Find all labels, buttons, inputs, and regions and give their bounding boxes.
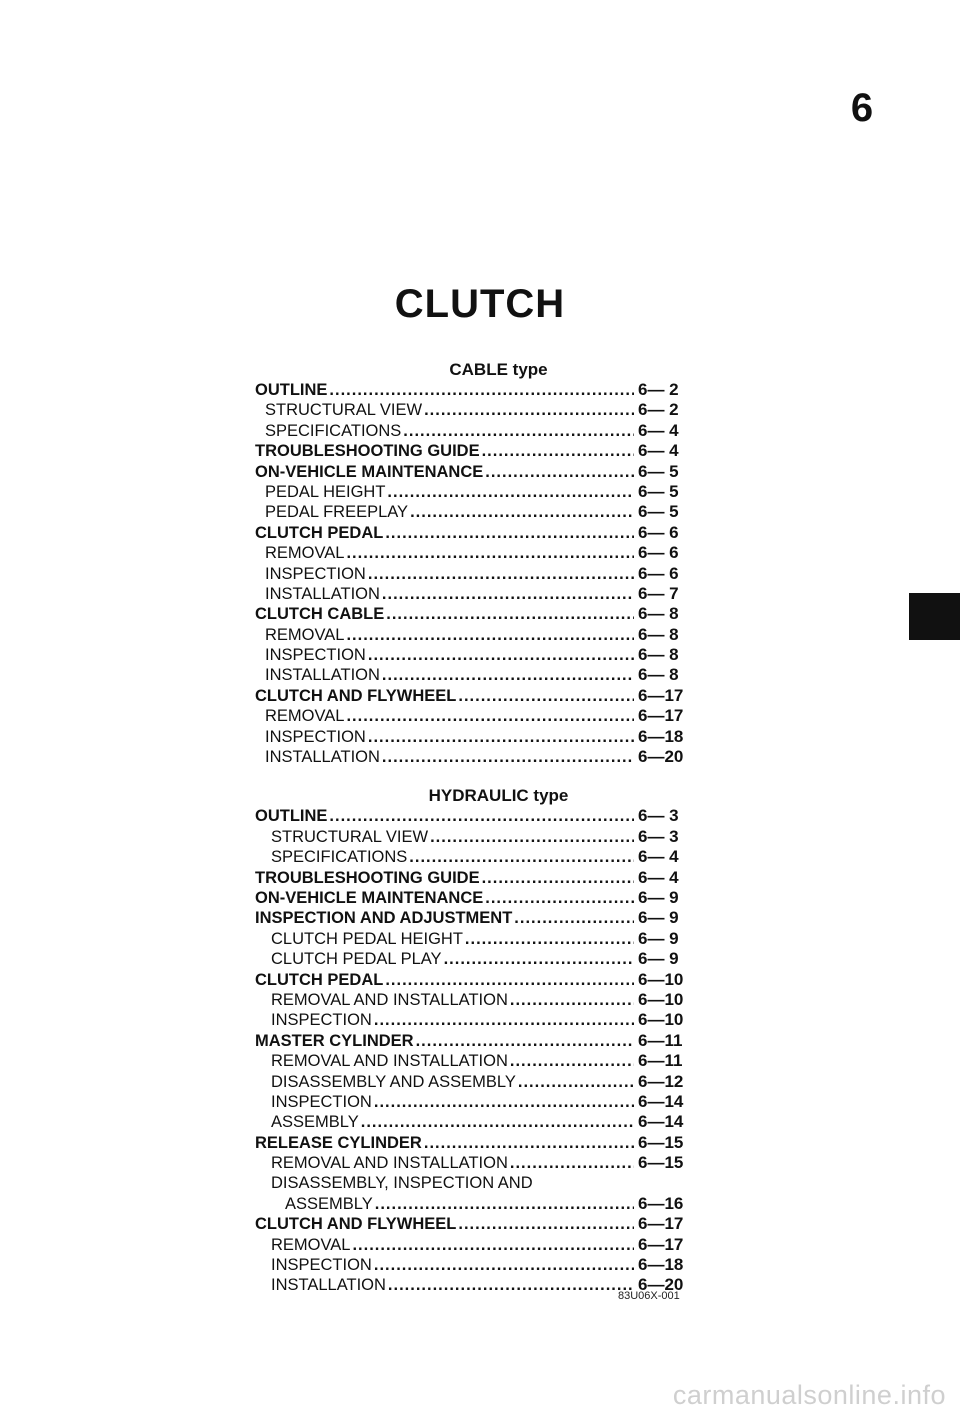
section-heading-hydraulic: HYDRAULIC type (428, 786, 569, 806)
toc-entry-label: INSTALLATION (265, 748, 380, 767)
toc-entry[interactable] (255, 888, 700, 908)
toc-leader-dots (346, 543, 634, 563)
toc-entry[interactable] (255, 665, 700, 685)
toc-leader-dots (374, 1092, 634, 1112)
toc-entry-page: 6—18 (638, 1255, 684, 1275)
toc-entry-page: 6— 9 (638, 949, 679, 969)
toc-leader-dots (346, 706, 634, 726)
toc-entry-label: INSPECTION (265, 646, 366, 665)
toc-entry-page: 6—12 (638, 1071, 684, 1091)
toc-entry-page: 6— 5 (638, 481, 679, 501)
toc-leader-dots (385, 523, 634, 543)
toc-leader-dots (518, 1072, 634, 1092)
toc-entry[interactable] (255, 1112, 700, 1132)
toc-entry-page: 6—10 (638, 1010, 684, 1030)
toc-entry-label: CLUTCH CABLE (255, 605, 385, 624)
toc-leader-dots (510, 1051, 634, 1071)
toc-entry-page: 6— 4 (638, 847, 679, 867)
toc-entry-label: CLUTCH PEDAL PLAY (271, 950, 442, 969)
toc-entry[interactable] (255, 1010, 700, 1030)
toc-entry[interactable] (255, 1235, 700, 1255)
toc-entry-page: 6— 8 (638, 645, 679, 665)
toc-entry[interactable] (255, 706, 700, 726)
toc-entry[interactable] (255, 868, 700, 888)
toc-leader-dots (382, 665, 634, 685)
toc-leader-dots (368, 727, 634, 747)
toc-leader-dots (374, 1255, 634, 1275)
toc-entry-page: 6— 5 (638, 502, 679, 522)
toc-entry-page: 6—14 (638, 1091, 684, 1111)
toc-entry-page: 6—10 (638, 969, 684, 989)
toc-entry[interactable] (255, 970, 700, 990)
toc-entry-label: CLUTCH PEDAL (255, 523, 384, 542)
toc-entry-label: INSTALLATION (265, 666, 380, 685)
toc-entry-page: 6—11 (638, 1030, 683, 1050)
document-code: 83U06X-001 (618, 1290, 680, 1302)
toc-entry-label: DISASSEMBLY AND ASSEMBLY (271, 1072, 516, 1091)
toc-entry-label: CLUTCH PEDAL (255, 970, 384, 989)
toc-entry-label: CLUTCH PEDAL HEIGHT (271, 929, 463, 948)
toc-entry[interactable] (255, 1092, 700, 1112)
toc-leader-dots (368, 645, 634, 665)
toc-entry[interactable] (255, 1194, 700, 1214)
chapter-thumb-tab (909, 593, 960, 640)
toc-entry-page: 6— 6 (638, 522, 679, 542)
toc-leader-dots (482, 868, 634, 888)
toc-entry-label: CLUTCH AND FLYWHEEL (255, 686, 457, 705)
toc-entry-label: ON-VEHICLE MAINTENANCE (255, 462, 484, 481)
toc-entry-page: 6— 7 (638, 583, 679, 603)
toc-entry-label: SPECIFICATIONS (265, 421, 402, 440)
toc-entry-label: INSTALLATION (271, 1276, 386, 1295)
toc-entry-label: SPECIFICATIONS (271, 848, 408, 867)
toc-entry[interactable] (255, 604, 700, 624)
toc-entry-label: REMOVAL (271, 1235, 351, 1254)
toc-entry-page: 6—17 (638, 1234, 684, 1254)
toc-entry-label: TROUBLESHOOTING GUIDE (255, 442, 480, 461)
toc-entry-label: INSPECTION (271, 1011, 372, 1030)
toc-entry-label: DISASSEMBLY, INSPECTION AND (271, 1174, 533, 1193)
toc-entry-page: 6— 6 (638, 543, 679, 563)
toc-entry-page: 6—17 (638, 685, 684, 705)
toc-leader-dots (444, 949, 634, 969)
toc-entry[interactable] (255, 727, 700, 747)
toc-entry[interactable] (255, 400, 700, 420)
toc-entry-label: ASSEMBLY (271, 1113, 359, 1132)
toc-entry[interactable] (255, 686, 700, 706)
toc-entry[interactable] (255, 482, 700, 502)
toc-leader-dots (386, 604, 634, 624)
toc-entry[interactable] (255, 929, 700, 949)
toc-leader-dots (388, 1275, 634, 1295)
toc-entry-page: 6—17 (638, 706, 684, 726)
toc-entry-page: 6— 8 (638, 665, 679, 685)
toc-leader-dots (410, 502, 634, 522)
toc-leader-dots (361, 1112, 634, 1132)
toc-leader-dots (409, 847, 634, 867)
toc-entry-label: ON-VEHICLE MAINTENANCE (255, 888, 484, 907)
toc-entry[interactable] (255, 421, 700, 441)
toc-entry-label: PEDAL HEIGHT (265, 482, 386, 501)
toc-leader-dots (329, 806, 634, 826)
toc-entry[interactable] (255, 990, 700, 1010)
toc-leader-dots (382, 747, 634, 767)
toc-entry[interactable] (255, 502, 700, 522)
toc-entry-label: PEDAL FREEPLAY (265, 503, 409, 522)
toc-entry[interactable] (255, 847, 700, 867)
toc-leader-dots (485, 462, 634, 482)
toc-leader-dots (346, 625, 634, 645)
page-title: CLUTCH (394, 282, 566, 326)
toc-entry-label: STRUCTURAL VIEW (265, 401, 423, 420)
toc-entry-page: 6— 9 (638, 908, 679, 928)
toc-entry-page: 6— 2 (638, 380, 679, 399)
toc-entry[interactable] (255, 1031, 700, 1051)
toc-entry[interactable] (255, 584, 700, 604)
toc-entry[interactable] (255, 1072, 700, 1092)
toc-entry-label: REMOVAL (265, 707, 345, 726)
toc-entry[interactable] (255, 523, 700, 543)
toc-leader-dots (510, 990, 634, 1010)
toc-leader-dots (430, 827, 634, 847)
toc-entry-label: REMOVAL (265, 544, 345, 563)
toc-entry-label: INSPECTION (265, 727, 366, 746)
toc-entry-page: 6—10 (638, 989, 684, 1009)
toc-entry[interactable] (255, 1255, 700, 1275)
toc-leader-dots (465, 929, 634, 949)
chapter-number: 6 (850, 86, 874, 130)
toc-entry[interactable] (255, 806, 700, 826)
toc-entry[interactable] (255, 1133, 700, 1153)
toc-entry-page: 6— 3 (638, 806, 679, 826)
toc-entry[interactable] (255, 827, 700, 847)
toc-entry-page: 6— 9 (638, 928, 679, 948)
toc-entry-page: 6—15 (638, 1153, 684, 1173)
toc-entry-label: REMOVAL AND INSTALLATION (271, 1154, 508, 1173)
toc-entry[interactable] (255, 625, 700, 645)
toc-list-hydraulic (255, 806, 700, 1295)
toc-entry-label: STRUCTURAL VIEW (271, 827, 429, 846)
watermark: carmanualsonline.info (672, 1380, 946, 1410)
toc-entry[interactable] (255, 908, 700, 928)
toc-entry[interactable] (255, 462, 700, 482)
toc-leader-dots (510, 1153, 634, 1173)
toc-entry[interactable] (255, 380, 700, 400)
toc-entry[interactable] (255, 543, 700, 563)
toc-entry-label: REMOVAL AND INSTALLATION (271, 1052, 508, 1071)
toc-leader-dots (416, 1031, 634, 1051)
toc-entry[interactable] (255, 441, 700, 461)
toc-entry-page: 6— 5 (638, 461, 679, 481)
toc-entry-page: 6—16 (638, 1193, 684, 1213)
toc-entry-label: INSPECTION AND ADJUSTMENT (255, 909, 513, 928)
section-heading-cable: CABLE type (449, 360, 548, 379)
toc-leader-dots (458, 686, 634, 706)
toc-entry-label: MASTER CYLINDER (255, 1031, 414, 1050)
toc-entry-label: INSPECTION (271, 1256, 372, 1275)
toc-leader-dots (485, 888, 634, 908)
toc-entry-label: OUTLINE (255, 381, 328, 399)
toc-entry-page: 6— 2 (638, 400, 679, 420)
toc-entry-label: TROUBLESHOOTING GUIDE (255, 868, 480, 887)
toc-entry-label: INSPECTION (271, 1092, 372, 1111)
toc-entry-page: 6—20 (638, 747, 684, 767)
toc-entry-page: 6— 3 (638, 826, 679, 846)
toc-leader-dots (424, 400, 634, 420)
toc-entry-page: 6— 4 (638, 867, 679, 887)
toc-leader-dots (387, 482, 634, 502)
toc-entry-page: 6— 8 (638, 624, 679, 644)
toc-entry-page: 6—17 (638, 1214, 684, 1234)
toc-leader-dots (514, 908, 634, 928)
toc-entry-page: 6—20 (638, 1275, 684, 1295)
toc-entry-page: 6— 8 (638, 604, 679, 624)
toc-entry-label: ASSEMBLY (285, 1194, 373, 1213)
toc-entry[interactable] (255, 747, 700, 767)
toc-entry-label: REMOVAL (265, 625, 345, 644)
toc-leader-dots (385, 970, 634, 990)
toc-entry[interactable] (255, 564, 700, 584)
toc-entry[interactable] (255, 1051, 700, 1071)
toc-leader-dots (424, 1133, 634, 1153)
table-of-contents (255, 360, 700, 1296)
toc-leader-dots (374, 1010, 634, 1030)
toc-entry-label: INSTALLATION (265, 584, 380, 603)
toc-leader-dots (482, 441, 634, 461)
toc-leader-dots (329, 380, 634, 400)
toc-entry-page: 6— 4 (638, 420, 679, 440)
toc-entry[interactable] (255, 1153, 700, 1173)
toc-entry-page: 6—18 (638, 726, 684, 746)
toc-entry[interactable] (255, 1173, 700, 1193)
toc-entry[interactable] (255, 1214, 700, 1234)
toc-leader-dots (382, 584, 634, 604)
toc-entry-page: 6— 4 (638, 441, 679, 461)
toc-leader-dots (458, 1214, 634, 1234)
toc-leader-dots (368, 564, 634, 584)
toc-entry-page: 6— 9 (638, 887, 679, 907)
toc-entry-page: 6—15 (638, 1132, 684, 1152)
toc-entry-label: RELEASE CYLINDER (255, 1133, 422, 1152)
toc-entry-label: CLUTCH AND FLYWHEEL (255, 1215, 457, 1234)
toc-list-cable (255, 380, 700, 767)
toc-entry-page: 6— 6 (638, 563, 679, 583)
toc-entry-page: 6—14 (638, 1112, 684, 1132)
toc-leader-dots (403, 421, 634, 441)
toc-leader-dots (352, 1235, 634, 1255)
toc-entry[interactable] (255, 645, 700, 665)
toc-leader-dots (375, 1194, 634, 1214)
toc-entry[interactable] (255, 949, 700, 969)
toc-entry-label: REMOVAL AND INSTALLATION (271, 990, 508, 1009)
toc-entry-label: INSPECTION (265, 564, 366, 583)
toc-entry-label: OUTLINE (255, 807, 328, 826)
toc-entry-page: 6—11 (638, 1051, 683, 1071)
